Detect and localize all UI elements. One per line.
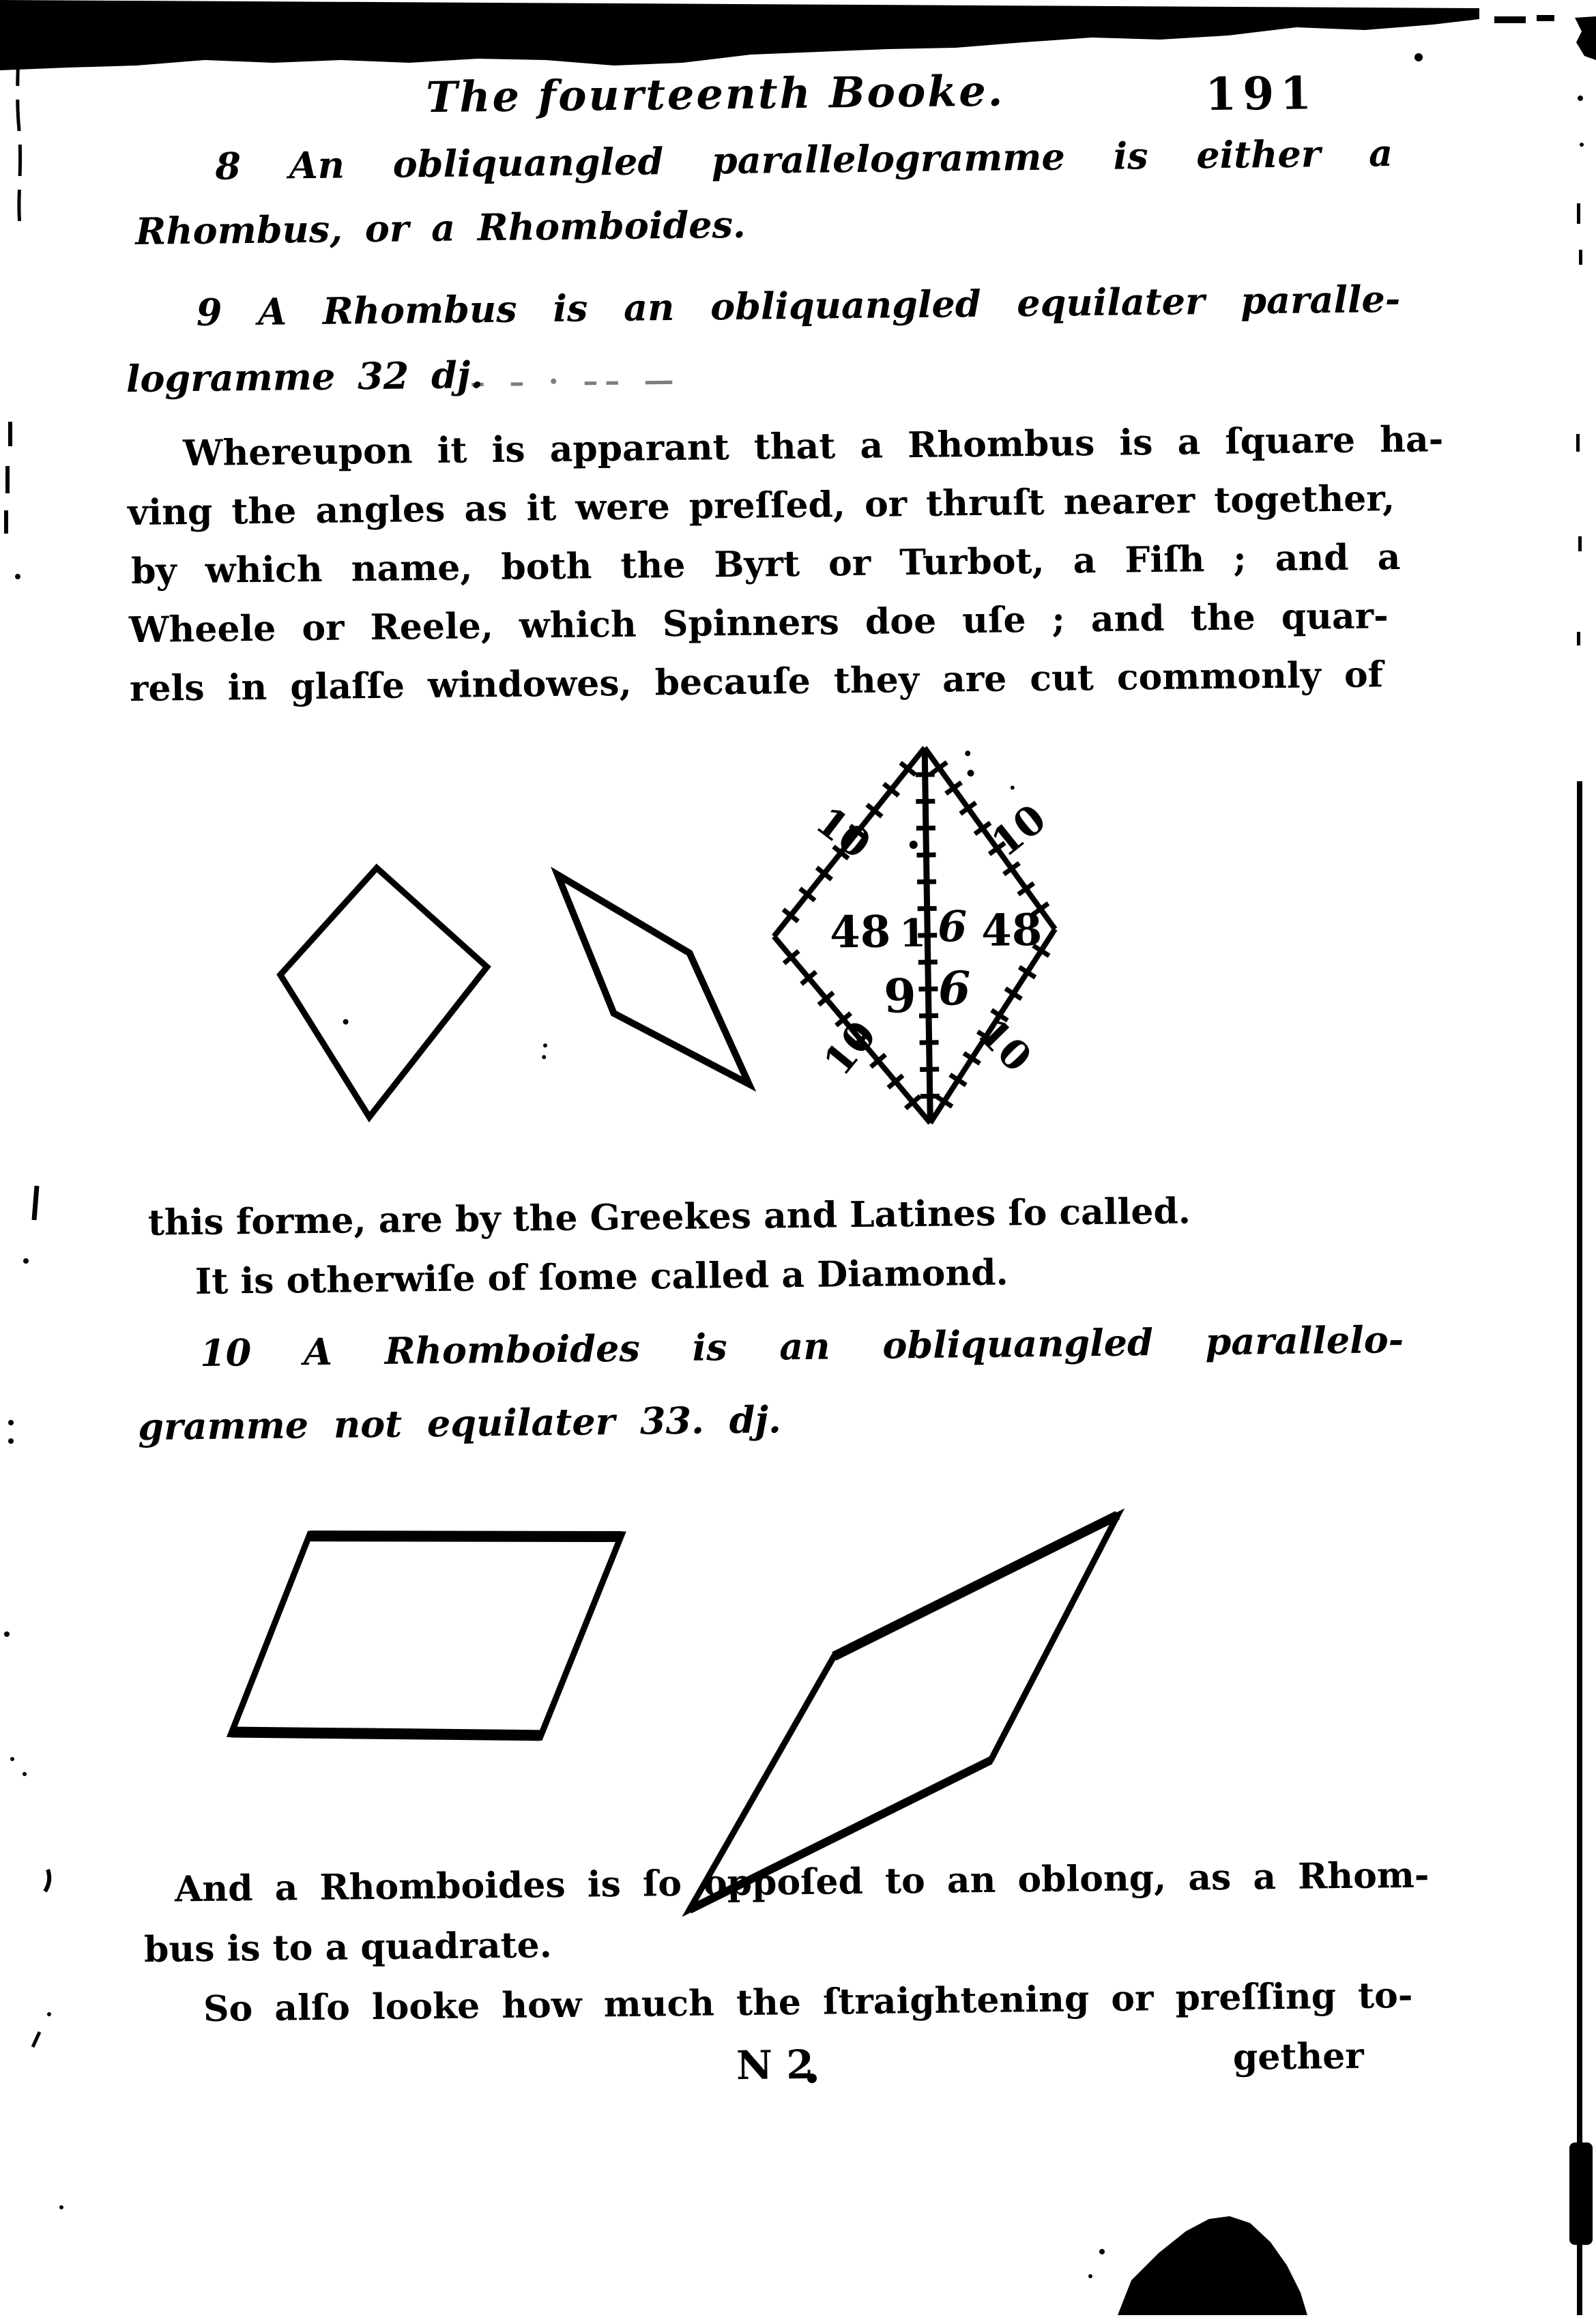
figure-label-lower-right: 6: [938, 965, 971, 1013]
figure-parallelogram-left: [229, 1530, 624, 1741]
figure-parallelogram-right: [685, 1515, 1122, 1910]
para-8-line-2: Rhombus, or a Rhomboides.: [135, 205, 746, 251]
para-9-line-2: logramme 32 dj.: [126, 355, 484, 398]
figure-label-lower-left: 9: [884, 973, 916, 1020]
page-title: The fourteenth Booke.: [426, 70, 1005, 119]
para-9-trailing-marks: – – · –– —: [470, 366, 681, 398]
body-line-1: Whereupon it is apparant that a Rhombus is a ſquare ha-: [183, 421, 1444, 473]
figure-label-side-top-right: 10: [985, 798, 1052, 863]
closing-line-2: bus is to a quadrate.: [144, 1927, 552, 1969]
para-8-line-1: 8 An obliquangled parallelogramme is either a: [215, 134, 1393, 186]
catchword: gether: [1233, 2038, 1364, 2077]
para-10-line-1: 10 A Rhomboides is an obliquangled parallelo-: [200, 1320, 1404, 1373]
after-figure-line-2: It is otherwiſe of ſome called a Diamond.: [195, 1255, 1009, 1301]
body-line-4: Wheele or Reele, which Spinners doe uſe ; and the quar-: [129, 598, 1389, 650]
signature-mark: N 2: [736, 2044, 814, 2087]
figure-label-area-right: 48: [981, 909, 1043, 953]
para-10-line-2: gramme not equilater 33. dj.: [138, 1400, 781, 1446]
figure-label-side-top-left: 10: [809, 800, 877, 865]
body-line-5: rels in glaſſe windowes, becauſe they are cut commonly of: [130, 656, 1383, 708]
body-line-3: by which name, both the Byrt or Turbot, a Fiſh ; and a: [131, 539, 1401, 591]
para-9-line-1: 9 A Rhombus is an obliquangled equilater paralle-: [196, 280, 1400, 332]
figure-label-diag-left: 1: [899, 914, 927, 953]
closing-line-1: And a Rhomboides is ſo oppoſed to an oblong, as a Rhom-: [175, 1857, 1430, 1908]
figure-label-side-bottom-left: 10: [817, 1015, 882, 1082]
figure-label-side-bottom-right: 10: [971, 1011, 1038, 1078]
page-number: 191: [1205, 70, 1318, 117]
body-line-2: ving the angles as it were preſſed, or thruſt nearer together,: [128, 480, 1395, 532]
figure-label-area-left: 48: [830, 910, 891, 955]
closing-line-3: So alſo looke how much the ſtraightening or preſſing to-: [203, 1977, 1413, 2029]
figure-rhombus-slanted: [557, 873, 749, 1086]
figure-label-diag-right: 6: [938, 905, 968, 948]
figure-rhombus-outline: [279, 867, 489, 1118]
after-figure-line-1: this forme, are by the Greekes and Latines ſo called.: [148, 1193, 1191, 1242]
